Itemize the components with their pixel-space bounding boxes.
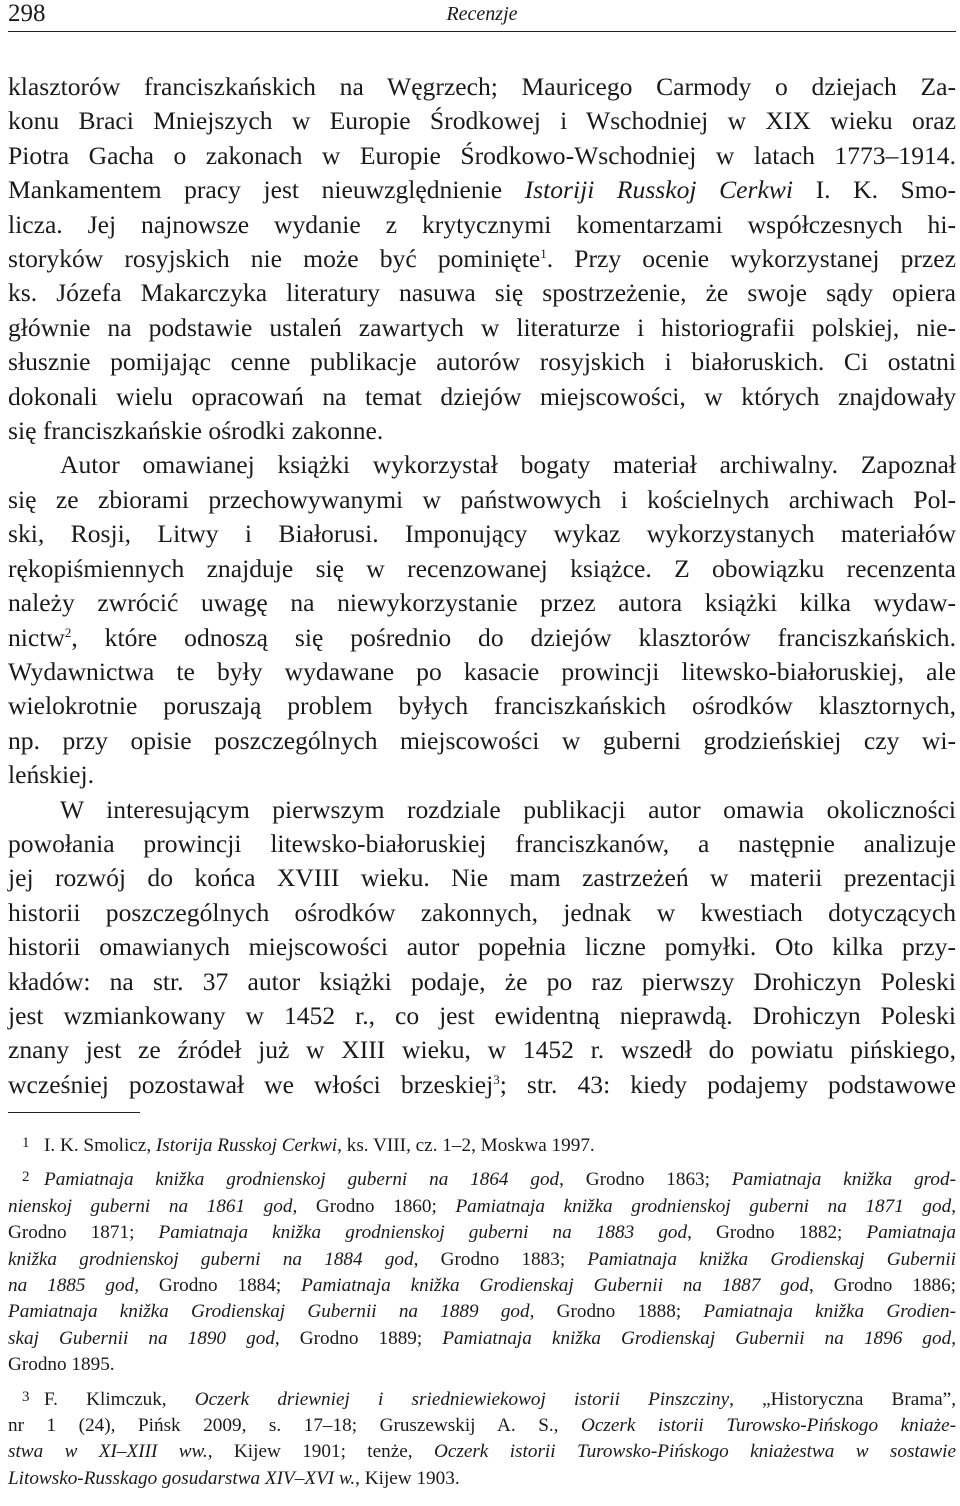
text-span: , Grodno 1888; <box>529 1301 704 1323</box>
text-line: licza. Jej najnowsze wydanie z krytycznymi komentarzami współczesnych hi- <box>8 209 956 239</box>
text-line: 1 I. K. Smolicz, Istorija Russkoj Cerkwi, ks. VIII, cz. 1–2, Moskwa 1997. <box>22 1135 595 1156</box>
cited-title: Pamiatnaja knižka grod- <box>731 1169 957 1191</box>
footnote-2 <box>8 1167 956 1378</box>
cited-title: Pamiatnaja knižka Grodienskaj Gubernii na 1887 god <box>301 1275 810 1297</box>
page-number: 298 <box>8 0 46 27</box>
text-line: historii poszczególnych ośrodków zakonnych, jednak w kwestiach dotyczących <box>8 897 956 927</box>
text-line: rękopiśmiennych znajduje się w recenzowanej książce. Z obowiązku recenzenta <box>8 553 956 583</box>
text-span: , Grodno 1860; <box>292 1195 456 1217</box>
text-span: , Grodno 1883; <box>413 1248 588 1270</box>
text-span: , „Historyczna Brama”, <box>729 1388 956 1410</box>
cited-title: Oczerk driewniej i sriedniewiekowoj istorii Pinszcziny <box>194 1388 730 1410</box>
running-head: Recenzje <box>446 3 518 25</box>
text-line <box>8 1194 956 1220</box>
text-line: jest wzmiankowany w 1452 r., co jest ewidentną nieprawdą. Drohiczyn Poleski <box>8 1000 956 1030</box>
text-line: znany jest ze źródeł już w XIII wieku, w 1452 r. wszedł do powiatu pińskiego, <box>8 1035 956 1065</box>
text-line: wielokrotnie poruszają problem byłych franciszkańskich ośrodków klasztornych, <box>8 691 956 721</box>
text-line: kładów: na str. 37 autor książki podaje, że po raz pierwszy Drohiczyn Poleski <box>8 966 956 996</box>
text-line: 2 Pamiatnaja knižka grodnienskoj guberni na 1864 god, Grodno 1863; Pamiatnaja knižka grod- <box>22 1169 957 1191</box>
cited-title: Pamiatnaja knižka Grodienskaj Gubernii na 1896 god <box>442 1327 952 1349</box>
cited-title: Pamiatnaja knižka Grodienskaj Gubernii na 1889 god <box>8 1301 530 1323</box>
cited-title: Oczerk istorii Turowsko-Pińskogo kniaże- <box>581 1415 956 1437</box>
paragraph-1 <box>8 70 956 448</box>
paragraph-2 <box>8 448 956 792</box>
text-span: nr 1 (24), Pińsk 2009, s. 17–18; Gruszewskij A. S., <box>8 1415 582 1437</box>
text-line: Piotra Gacha o zakonach w Europie Środkowo-Wschodniej w latach 1773–1914. <box>8 140 956 170</box>
text-span: , ks. VIII, cz. 1–2, Moskwa 1997. <box>337 1135 595 1156</box>
cited-title: Pamiatnaja knižka grodnienskoj guberni na 1864 god <box>44 1169 560 1191</box>
cited-title: Pamiatnaja knižka grodnienskoj guberni na 1883 god <box>158 1222 688 1244</box>
cited-title: Litowsko-Russkago gosudarstwa XIV–XVI w. <box>8 1467 356 1489</box>
text-span: , Kijew 1903. <box>355 1467 460 1489</box>
text-line: jej rozwój do końca XVIII wieku. Nie mam zastrzeżeń w materii prezentacji <box>8 863 956 893</box>
text-span: , które odnoszą się pośrednio do dziejów klasztorów franciszkańskich. <box>71 622 956 652</box>
text-line <box>8 621 956 655</box>
text-line <box>8 1068 956 1102</box>
text-line: 3 F. Klimczuk, Oczerk driewniej i sriedniewiekowoj istorii Pinszcziny, „Historyczna Brama”, <box>22 1388 956 1410</box>
cited-title: Pamiatnaja knižka grodnienskoj guberni na 1871 god <box>455 1195 952 1217</box>
text-span: F. Klimczuk, <box>44 1388 195 1410</box>
text-line: Grodno 1895. <box>8 1354 115 1376</box>
text-line <box>8 1413 956 1439</box>
text-line: konu Braci Mniejszych w Europie Środkowej i Wschodniej w XIX wieku oraz <box>8 106 956 136</box>
text-span: I. K. Smo- <box>793 175 956 205</box>
text-span: , Grodno 1884; <box>134 1275 302 1297</box>
text-line: historii omawianych miejscowości autor popełnia liczne pomyłki. Oto kilka przy- <box>8 932 956 962</box>
text-line <box>8 1299 956 1325</box>
cited-title: na 1885 god <box>8 1275 135 1297</box>
text-line: klasztorów franciszkańskich na Węgrzech; Mauricego Carmody o dziejach Za- <box>8 72 956 101</box>
text-line: należy zwrócić uwagę na niewykorzystanie przez autora książki kilka wydaw- <box>8 588 956 618</box>
cited-title: Oczerk istorii Turowsko-Pińskogo kniażestwa w sostawie <box>433 1441 956 1463</box>
text-line: się ze zbiorami przechowywanymi w państwowych i kościelnych archiwach Pol- <box>8 484 956 514</box>
cited-title: skaj Gubernii na 1890 god <box>8 1327 275 1349</box>
text-line <box>8 1466 956 1492</box>
text-span: , Grodno 1886; <box>809 1275 957 1297</box>
text-span: , Grodno 1863; <box>559 1169 732 1191</box>
cited-title: Pamiatnaja knižka Grodienskaj Gubernii <box>587 1248 957 1270</box>
text-span: , Grodno 1882; <box>687 1222 867 1244</box>
text-line <box>8 1247 956 1273</box>
text-line: głównie na podstawie ustaleń zawartych w literaturze i historiografii polskiej, nie- <box>8 312 956 342</box>
text-span: nictw <box>8 622 65 652</box>
text-span: I. K. Smolicz, <box>44 1135 156 1156</box>
text-line: Wydawnictwa te były wydawane po kasacie prowincji litewsko-białoruskiej, ale <box>8 656 956 686</box>
text-line: ks. Józefa Makarczyka literatury nasuwa się spostrzeżenie, że swoje sądy opiera <box>8 278 956 308</box>
footnote-1 <box>8 1133 956 1159</box>
text-span: wcześniej pozostawał we włości brzeskiej <box>8 1069 494 1099</box>
text-line <box>8 1273 956 1299</box>
text-line <box>8 173 956 207</box>
text-span: , <box>951 1327 956 1349</box>
text-span: Mankamentem pracy jest nieuwzględnienie <box>8 175 525 205</box>
footnote-ref-2[interactable]: 2 <box>64 624 72 640</box>
text-line <box>8 1439 956 1465</box>
text-line: dokonali wielu opracowań na temat dziejów miejscowości, w których znajdowały <box>8 381 956 411</box>
text-line <box>8 242 956 276</box>
page-header <box>8 0 956 32</box>
text-span: . Przy ocenie wykorzystanej przez <box>546 244 956 274</box>
text-span: Grodno 1871; <box>8 1222 159 1244</box>
footnote-ref-1[interactable]: 1 <box>540 246 547 262</box>
footnote-ref-3[interactable]: 3 <box>493 1071 500 1087</box>
text-line: się franciszkańskie ośrodki zakonne. <box>8 416 384 446</box>
text-line <box>8 1220 956 1246</box>
cited-title: nienskoj guberni na 1861 god <box>8 1195 293 1217</box>
paragraph-3 <box>8 793 956 1103</box>
footnote-divider <box>8 1112 140 1113</box>
text-line: ski, Rosji, Litwy i Białorusi. Imponujący wykaz wykorzystanych materiałów <box>8 519 956 549</box>
text-span: , Grodno 1889; <box>274 1327 443 1349</box>
text-span: ; str. 43: kiedy podajemy podstawowe <box>499 1069 957 1099</box>
cited-title: knižka grodnienskoj guberni na 1884 god <box>8 1248 414 1270</box>
text-line <box>8 1326 956 1352</box>
text-line: np. przy opisie poszczególnych miejscowości w guberni grodzieńskiej czy wi- <box>8 725 956 755</box>
text-line: leńskiej. <box>8 760 95 790</box>
text-line: słusznie pomijając cenne publikacje autorów rosyjskich i białoruskich. Ci ostatni <box>8 347 956 377</box>
cited-title: Istoriji Russkoj Cerkwi <box>524 175 794 205</box>
text-span: , <box>951 1195 957 1217</box>
text-line: W interesującym pierwszym rozdziale publikacji autor omawia okoliczności <box>60 794 956 824</box>
cited-title: Istorija Russkoj Cerkwi <box>155 1135 338 1156</box>
footnote-3 <box>8 1387 956 1493</box>
body-text <box>8 70 956 1102</box>
cited-title: Pamiatnaja knižka Grodien- <box>703 1301 956 1323</box>
cited-title: stwa w XI–XIII ww. <box>8 1441 208 1463</box>
footnotes <box>8 1133 956 1500</box>
text-span: , Kijew 1901; tenże, <box>207 1441 434 1463</box>
text-line: powołania prowincji litewsko-białoruskiej franciszkanów, a następnie analizuje <box>8 828 956 858</box>
cited-title: Pamiatnaja <box>866 1222 957 1244</box>
text-line: Autor omawianej książki wykorzystał bogaty materiał archiwalny. Zapoznał <box>60 450 956 480</box>
text-span: storyków rosyjskich nie może być pominięte <box>8 244 541 274</box>
